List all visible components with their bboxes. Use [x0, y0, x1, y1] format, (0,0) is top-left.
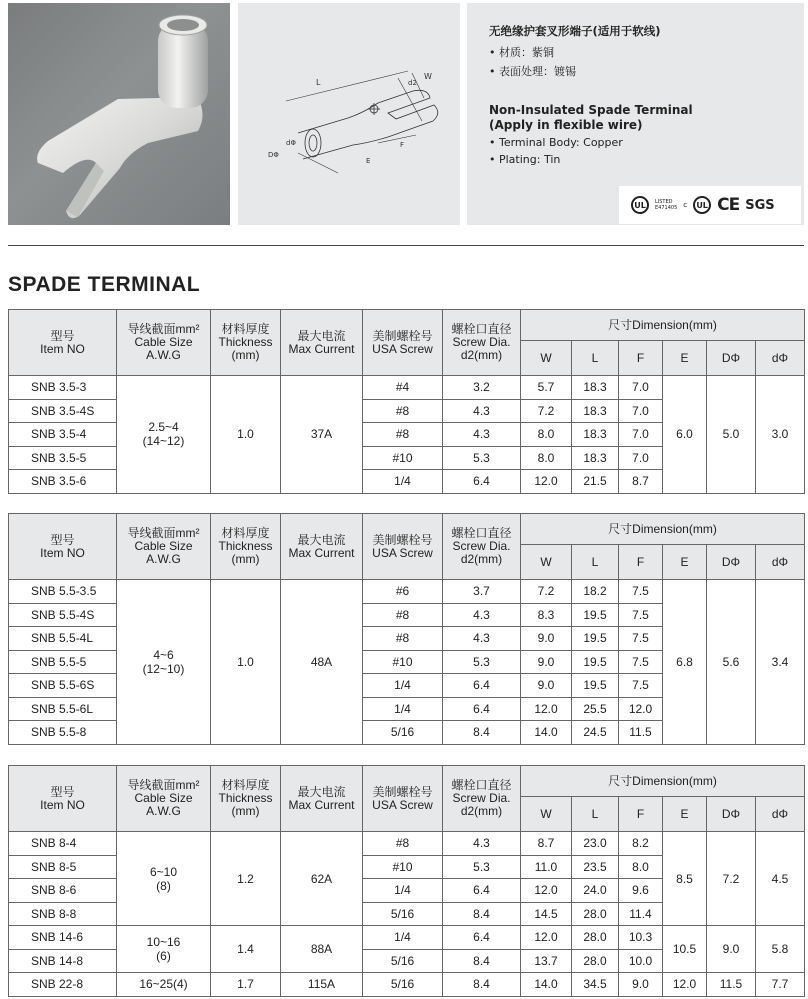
cell-item: SNB 8-8 — [9, 902, 117, 926]
label-f: F — [400, 141, 405, 149]
spade-terminal-drawing — [238, 3, 460, 225]
cell-screw: 1/4 — [363, 697, 443, 721]
label-l: L — [316, 78, 321, 87]
cell-w: 14.0 — [521, 721, 572, 745]
cell-w: 7.2 — [521, 399, 572, 423]
cell-dphi-small: 7.7 — [756, 973, 805, 997]
cell-w: 12.0 — [521, 879, 572, 903]
cell-f: 11.4 — [619, 902, 663, 926]
cell-item: SNB 5.5-4S — [9, 603, 117, 627]
label-e: E — [366, 157, 371, 165]
cell-dia: 6.4 — [443, 879, 521, 903]
cell-w: 13.7 — [521, 949, 572, 973]
header-f: F — [619, 341, 663, 376]
cell-f: 7.5 — [619, 650, 663, 674]
cell-l: 19.5 — [572, 674, 619, 698]
spec-table-3 — [8, 765, 805, 997]
cell-e: 6.0 — [663, 376, 707, 494]
cell-dia: 6.4 — [443, 470, 521, 494]
cell-w: 8.3 — [521, 603, 572, 627]
product-info-panel — [467, 3, 804, 225]
cell-w: 9.0 — [521, 627, 572, 651]
header-current: 最大电流 Max Current — [281, 310, 363, 376]
cell-screw: 5/16 — [363, 949, 443, 973]
header-current: 最大电流 Max Current — [281, 766, 363, 832]
cell-dphi-small: 4.5 — [756, 832, 805, 926]
spade-terminal-photo — [8, 3, 230, 225]
cell-l: 24.0 — [572, 879, 619, 903]
cell-f: 10.0 — [619, 949, 663, 973]
cell-screw: 1/4 — [363, 674, 443, 698]
cell-cable: 2.5~4 (14~12) — [117, 376, 211, 494]
cell-item: SNB 5.5-6L — [9, 697, 117, 721]
header-screw-dia: 螺栓口直径 Screw Dia. d2(mm) — [443, 514, 521, 580]
cell-screw: #10 — [363, 446, 443, 470]
cell-l: 23.0 — [572, 832, 619, 856]
cell-l: 18.3 — [572, 423, 619, 447]
cn-material: • 材质：紫铜 — [489, 46, 554, 59]
cell-current: 88A — [281, 926, 363, 973]
cell-item: SNB 5.5-4L — [9, 627, 117, 651]
cn-plating: • 表面处理：镀锡 — [489, 65, 576, 78]
cell-dphi-small: 5.8 — [756, 926, 805, 973]
cell-dia: 6.4 — [443, 926, 521, 950]
cell-current: 115A — [281, 973, 363, 997]
cell-w: 12.0 — [521, 697, 572, 721]
cell-dphi-big: 7.2 — [707, 832, 756, 926]
cell-l: 28.0 — [572, 949, 619, 973]
listed-number: E471405 — [655, 205, 678, 211]
cell-current: 48A — [281, 580, 363, 745]
header-dphi-small: dΦ — [756, 545, 805, 580]
table-row — [9, 832, 805, 856]
en-title-line-1: Non-Insulated Spade Terminal — [489, 103, 693, 117]
header-w: W — [521, 341, 572, 376]
cn-title: 无绝缘护套叉形端子(适用于软线) — [489, 24, 661, 38]
table-row — [9, 973, 805, 997]
product-photo — [8, 3, 230, 225]
cell-l: 18.3 — [572, 376, 619, 400]
table-row — [9, 580, 805, 604]
cell-l: 28.0 — [572, 926, 619, 950]
cell-item: SNB 14-8 — [9, 949, 117, 973]
cell-item: SNB 22-8 — [9, 973, 117, 997]
cell-screw: #8 — [363, 603, 443, 627]
cell-screw: #10 — [363, 650, 443, 674]
cell-w: 11.0 — [521, 855, 572, 879]
cell-w: 5.7 — [521, 376, 572, 400]
cell-dphi-big: 5.6 — [707, 580, 756, 745]
table1-body — [9, 376, 805, 494]
spec-table-2 — [8, 513, 805, 745]
header-e: E — [663, 341, 707, 376]
cell-dia: 4.3 — [443, 627, 521, 651]
header-dphi-small: dΦ — [756, 797, 805, 832]
cell-dia: 5.3 — [443, 650, 521, 674]
header-current: 最大电流 Max Current — [281, 514, 363, 580]
header-f: F — [619, 545, 663, 580]
header-dimension: 尺寸Dimension(mm) — [521, 310, 805, 341]
cul-c: c — [683, 201, 688, 209]
cell-screw: #4 — [363, 376, 443, 400]
cell-w: 8.7 — [521, 832, 572, 856]
cell-dia: 4.3 — [443, 423, 521, 447]
cul-logo: UL — [693, 196, 711, 214]
header-dphi-small: dΦ — [756, 341, 805, 376]
cell-current: 62A — [281, 832, 363, 926]
header-w: W — [521, 545, 572, 580]
header-thickness: 材料厚度 Thickness (mm) — [211, 310, 281, 376]
cell-e: 6.8 — [663, 580, 707, 745]
header-l: L — [572, 341, 619, 376]
cell-w: 14.5 — [521, 902, 572, 926]
cell-screw: 5/16 — [363, 721, 443, 745]
cell-thickness: 1.0 — [211, 376, 281, 494]
label-d2: d2 — [408, 79, 417, 87]
cell-dia: 6.4 — [443, 697, 521, 721]
cell-item: SNB 3.5-5 — [9, 446, 117, 470]
header-item: 型号 Item NO — [9, 514, 117, 580]
cell-item: SNB 3.5-6 — [9, 470, 117, 494]
page-title: SPADE TERMINAL — [8, 273, 201, 296]
cell-f: 8.2 — [619, 832, 663, 856]
cell-item: SNB 8-4 — [9, 832, 117, 856]
cell-f: 7.0 — [619, 446, 663, 470]
cell-dphi-big: 5.0 — [707, 376, 756, 494]
cell-screw: #8 — [363, 423, 443, 447]
en-title-line-2: (Apply in flexible wire) — [489, 118, 643, 132]
header-screw-dia: 螺栓口直径 Screw Dia. d2(mm) — [443, 766, 521, 832]
label-w: W — [424, 72, 432, 81]
cell-e: 8.5 — [663, 832, 707, 926]
cell-dia: 5.3 — [443, 855, 521, 879]
cell-screw: #10 — [363, 855, 443, 879]
spec-table-1 — [8, 309, 805, 494]
dimension-drawing — [238, 3, 460, 225]
sgs-logo: SGS — [745, 197, 775, 213]
header-dphi-big: DΦ — [707, 341, 756, 376]
cell-f: 7.0 — [619, 399, 663, 423]
cell-thickness: 1.7 — [211, 973, 281, 997]
cell-e: 12.0 — [663, 973, 707, 997]
cell-thickness: 1.0 — [211, 580, 281, 745]
cell-e: 10.5 — [663, 926, 707, 973]
cell-dia: 4.3 — [443, 603, 521, 627]
cell-thickness: 1.2 — [211, 832, 281, 926]
header-dimension: 尺寸Dimension(mm) — [521, 766, 805, 797]
ul-logo: UL — [631, 196, 649, 214]
cell-w: 12.0 — [521, 470, 572, 494]
header-screw: 美制螺栓号 USA Screw — [363, 310, 443, 376]
cell-item: SNB 5.5-5 — [9, 650, 117, 674]
cell-l: 18.3 — [572, 399, 619, 423]
cell-current: 37A — [281, 376, 363, 494]
table-row — [9, 376, 805, 400]
cell-item: SNB 8-6 — [9, 879, 117, 903]
en-title — [489, 103, 789, 133]
cell-l: 34.5 — [572, 973, 619, 997]
cell-cable: 16~25(4) — [117, 973, 211, 997]
cell-dia: 5.3 — [443, 446, 521, 470]
cell-screw: #8 — [363, 399, 443, 423]
cell-w: 7.2 — [521, 580, 572, 604]
cell-dphi-small: 3.0 — [756, 376, 805, 494]
en-plating: • Plating: Tin — [489, 153, 561, 166]
table-row — [9, 926, 805, 950]
divider — [8, 245, 804, 246]
cell-l: 28.0 — [572, 902, 619, 926]
cell-item: SNB 3.5-4 — [9, 423, 117, 447]
cell-dia: 8.4 — [443, 902, 521, 926]
header-item: 型号 Item NO — [9, 766, 117, 832]
header-e: E — [663, 797, 707, 832]
header-dphi-big: DΦ — [707, 797, 756, 832]
cell-f: 10.3 — [619, 926, 663, 950]
header-l: L — [572, 797, 619, 832]
cell-w: 8.0 — [521, 423, 572, 447]
cell-f: 7.5 — [619, 674, 663, 698]
header-e: E — [663, 545, 707, 580]
cell-l: 19.5 — [572, 627, 619, 651]
cell-f: 11.5 — [619, 721, 663, 745]
cell-w: 12.0 — [521, 926, 572, 950]
header-thickness: 材料厚度 Thickness (mm) — [211, 514, 281, 580]
cell-cable: 6~10 (8) — [117, 832, 211, 926]
cell-dia: 3.7 — [443, 580, 521, 604]
ce-logo: CE — [717, 195, 740, 215]
cell-screw: 5/16 — [363, 902, 443, 926]
cell-l: 21.5 — [572, 470, 619, 494]
cell-w: 8.0 — [521, 446, 572, 470]
header-cable: 导线截面mm² Cable Size A.W.G — [117, 766, 211, 832]
cell-f: 7.5 — [619, 603, 663, 627]
header-item: 型号 Item NO — [9, 310, 117, 376]
cell-dia: 8.4 — [443, 973, 521, 997]
label-dphi-big: DΦ — [268, 151, 279, 159]
header-cable: 导线截面mm² Cable Size A.W.G — [117, 310, 211, 376]
cell-f: 8.0 — [619, 855, 663, 879]
cell-dia: 4.3 — [443, 399, 521, 423]
cell-item: SNB 5.5-6S — [9, 674, 117, 698]
cell-l: 19.5 — [572, 650, 619, 674]
cell-dphi-small: 3.4 — [756, 580, 805, 745]
cell-item: SNB 5.5-3.5 — [9, 580, 117, 604]
cell-l: 23.5 — [572, 855, 619, 879]
cell-cable: 4~6 (12~10) — [117, 580, 211, 745]
cell-screw: 1/4 — [363, 926, 443, 950]
cell-dphi-big: 9.0 — [707, 926, 756, 973]
header-thickness: 材料厚度 Thickness (mm) — [211, 766, 281, 832]
cell-f: 12.0 — [619, 697, 663, 721]
cell-dia: 4.3 — [443, 832, 521, 856]
label-dphi-small: dΦ — [286, 139, 296, 147]
cell-screw: #6 — [363, 580, 443, 604]
cell-l: 24.5 — [572, 721, 619, 745]
cell-screw: #8 — [363, 832, 443, 856]
cell-dia: 8.4 — [443, 721, 521, 745]
cell-item: SNB 8-5 — [9, 855, 117, 879]
cell-l: 25.5 — [572, 697, 619, 721]
cell-item: SNB 3.5-4S — [9, 399, 117, 423]
cell-l: 18.2 — [572, 580, 619, 604]
header-screw: 美制螺栓号 USA Screw — [363, 514, 443, 580]
header-dphi-big: DΦ — [707, 545, 756, 580]
cell-f: 8.7 — [619, 470, 663, 494]
header-f: F — [619, 797, 663, 832]
ul-listed-text — [655, 199, 677, 211]
cell-item: SNB 3.5-3 — [9, 376, 117, 400]
cell-f: 7.5 — [619, 580, 663, 604]
cell-f: 9.6 — [619, 879, 663, 903]
header-screw-dia: 螺栓口直径 Screw Dia. d2(mm) — [443, 310, 521, 376]
cell-screw: 5/16 — [363, 973, 443, 997]
cell-thickness: 1.4 — [211, 926, 281, 973]
cell-screw: 1/4 — [363, 470, 443, 494]
cell-f: 7.5 — [619, 627, 663, 651]
cell-l: 19.5 — [572, 603, 619, 627]
cell-item: SNB 5.5-8 — [9, 721, 117, 745]
cell-screw: 1/4 — [363, 879, 443, 903]
certification-logos — [619, 186, 801, 224]
cell-dia: 8.4 — [443, 949, 521, 973]
cell-w: 9.0 — [521, 674, 572, 698]
cell-f: 7.0 — [619, 376, 663, 400]
cell-dia: 3.2 — [443, 376, 521, 400]
header-cable: 导线截面mm² Cable Size A.W.G — [117, 514, 211, 580]
cell-dia: 6.4 — [443, 674, 521, 698]
cell-item: SNB 14-6 — [9, 926, 117, 950]
listed-label: LISTED — [655, 199, 673, 205]
cell-f: 7.0 — [619, 423, 663, 447]
cell-w: 14.0 — [521, 973, 572, 997]
cell-screw: #8 — [363, 627, 443, 651]
header-w: W — [521, 797, 572, 832]
cell-dphi-big: 11.5 — [707, 973, 756, 997]
en-material: • Terminal Body: Copper — [489, 136, 623, 149]
cell-l: 18.3 — [572, 446, 619, 470]
header-dimension: 尺寸Dimension(mm) — [521, 514, 805, 545]
cell-w: 9.0 — [521, 650, 572, 674]
header-screw: 美制螺栓号 USA Screw — [363, 766, 443, 832]
cell-f: 9.0 — [619, 973, 663, 997]
cell-cable: 10~16 (6) — [117, 926, 211, 973]
header-l: L — [572, 545, 619, 580]
